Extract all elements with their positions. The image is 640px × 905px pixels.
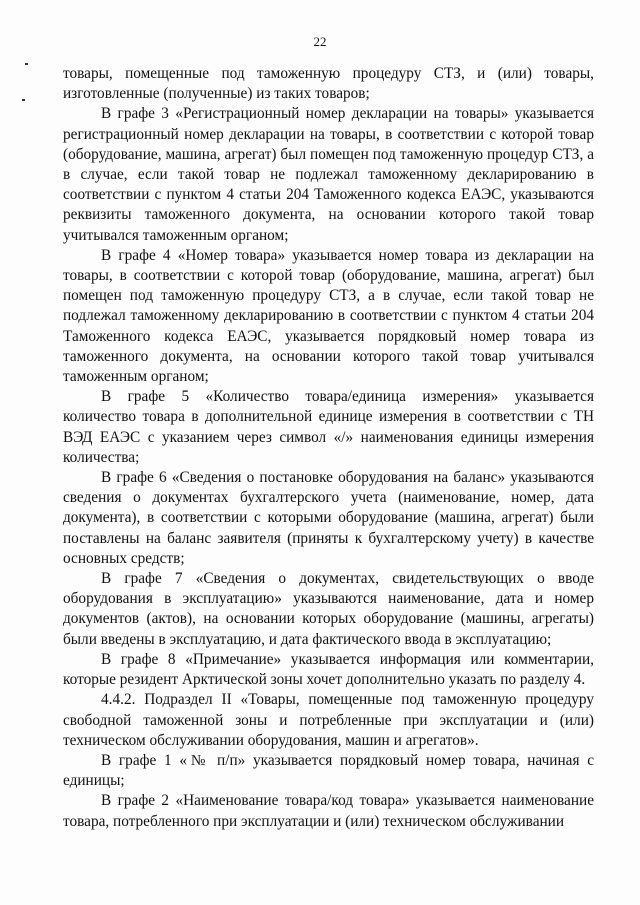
paragraph: 4.4.2. Подраздел II «Товары, помещенные под таможенную процедуру свободной таможенной зоны и потребленные при эксплуатации и (или) техническом обслуживании оборудования, машин и агрегатов». xyxy=(63,691,594,749)
scan-speck-mark xyxy=(22,99,25,101)
document-body xyxy=(63,64,594,832)
paragraph: В графе 7 «Сведения о документах, свидетельствующих о вводе оборудования в эксплуатацию» указываются наименование, дата и номер документов (актов), на основании которых оборудование (машины, агрегаты) были введены в эксплуатацию, и дата фактического ввода в эксплуатацию; xyxy=(63,570,594,648)
page-number: 22 xyxy=(313,34,327,49)
paragraph: В графе 5 «Количество товара/единица измерения» указывается количество товара в дополнительной единице измерения в соответствии с ТН ВЭД ЕАЭС с указанием через символ «/» наименования единицы измерения количества; xyxy=(63,388,594,466)
paragraph: товары, помещенные под таможенную процедуру СТЗ, и (или) товары, изготовленные (полученные) из таких товаров; xyxy=(63,65,594,103)
paragraph: В графе 1 «№ п/п» указывается порядковый номер товара, начиная с единицы; xyxy=(63,751,594,790)
paragraph: В графе 8 «Примечание» указывается информация или комментарии, которые резидент Арктической зоны хочет дополнительно указать по разделу 4. xyxy=(63,650,594,689)
paragraph: В графе 4 «Номер товара» указывается номер товара из декларации на товары, в соответствии с которой товар (оборудование, машина, агрегат) был помещен под таможенную процедуру СТЗ, а в случае, если такой товар не подлежал таможенному декларированию в соответствии с пунктом 4 статьи 204 Таможенного кодекса ЕАЭС, указывается порядковый номер товара из таможенного документа, на основании которого такой товар учитывался таможенным органом; xyxy=(63,246,594,386)
paragraph: В графе 3 «Регистрационный номер декларации на товары» указывается регистрационный номер декларации на товары, в соответствии с которой товар (оборудование, машина, агрегат) был помещен под таможенную процедур СТЗ, а в случае, если такой товар не подлежал таможенному декларированию в соответствии с пунктом 4 статьи 204 Таможенного кодекса ЕАЭС, указываются реквизиты таможенного документа, на основании которого такой товар учитывался таможенным органом; xyxy=(63,105,594,244)
paragraph: В графе 2 «Наименование товара/код товара» указывается наименование товара, потребленного при эксплуатации и (или) техническом обслуживании xyxy=(63,792,594,830)
paragraph: В графе 6 «Сведения о постановке оборудования на баланс» указываются сведения о документах бухгалтерского учета (наименование, номер, дата документа), в соответствии с которыми оборудование (машина, агрегат) были поставлены на баланс заявителя (приняты к бухгалтерскому учету) в качестве основных средств; xyxy=(63,469,594,567)
scan-speck-mark xyxy=(25,63,28,65)
